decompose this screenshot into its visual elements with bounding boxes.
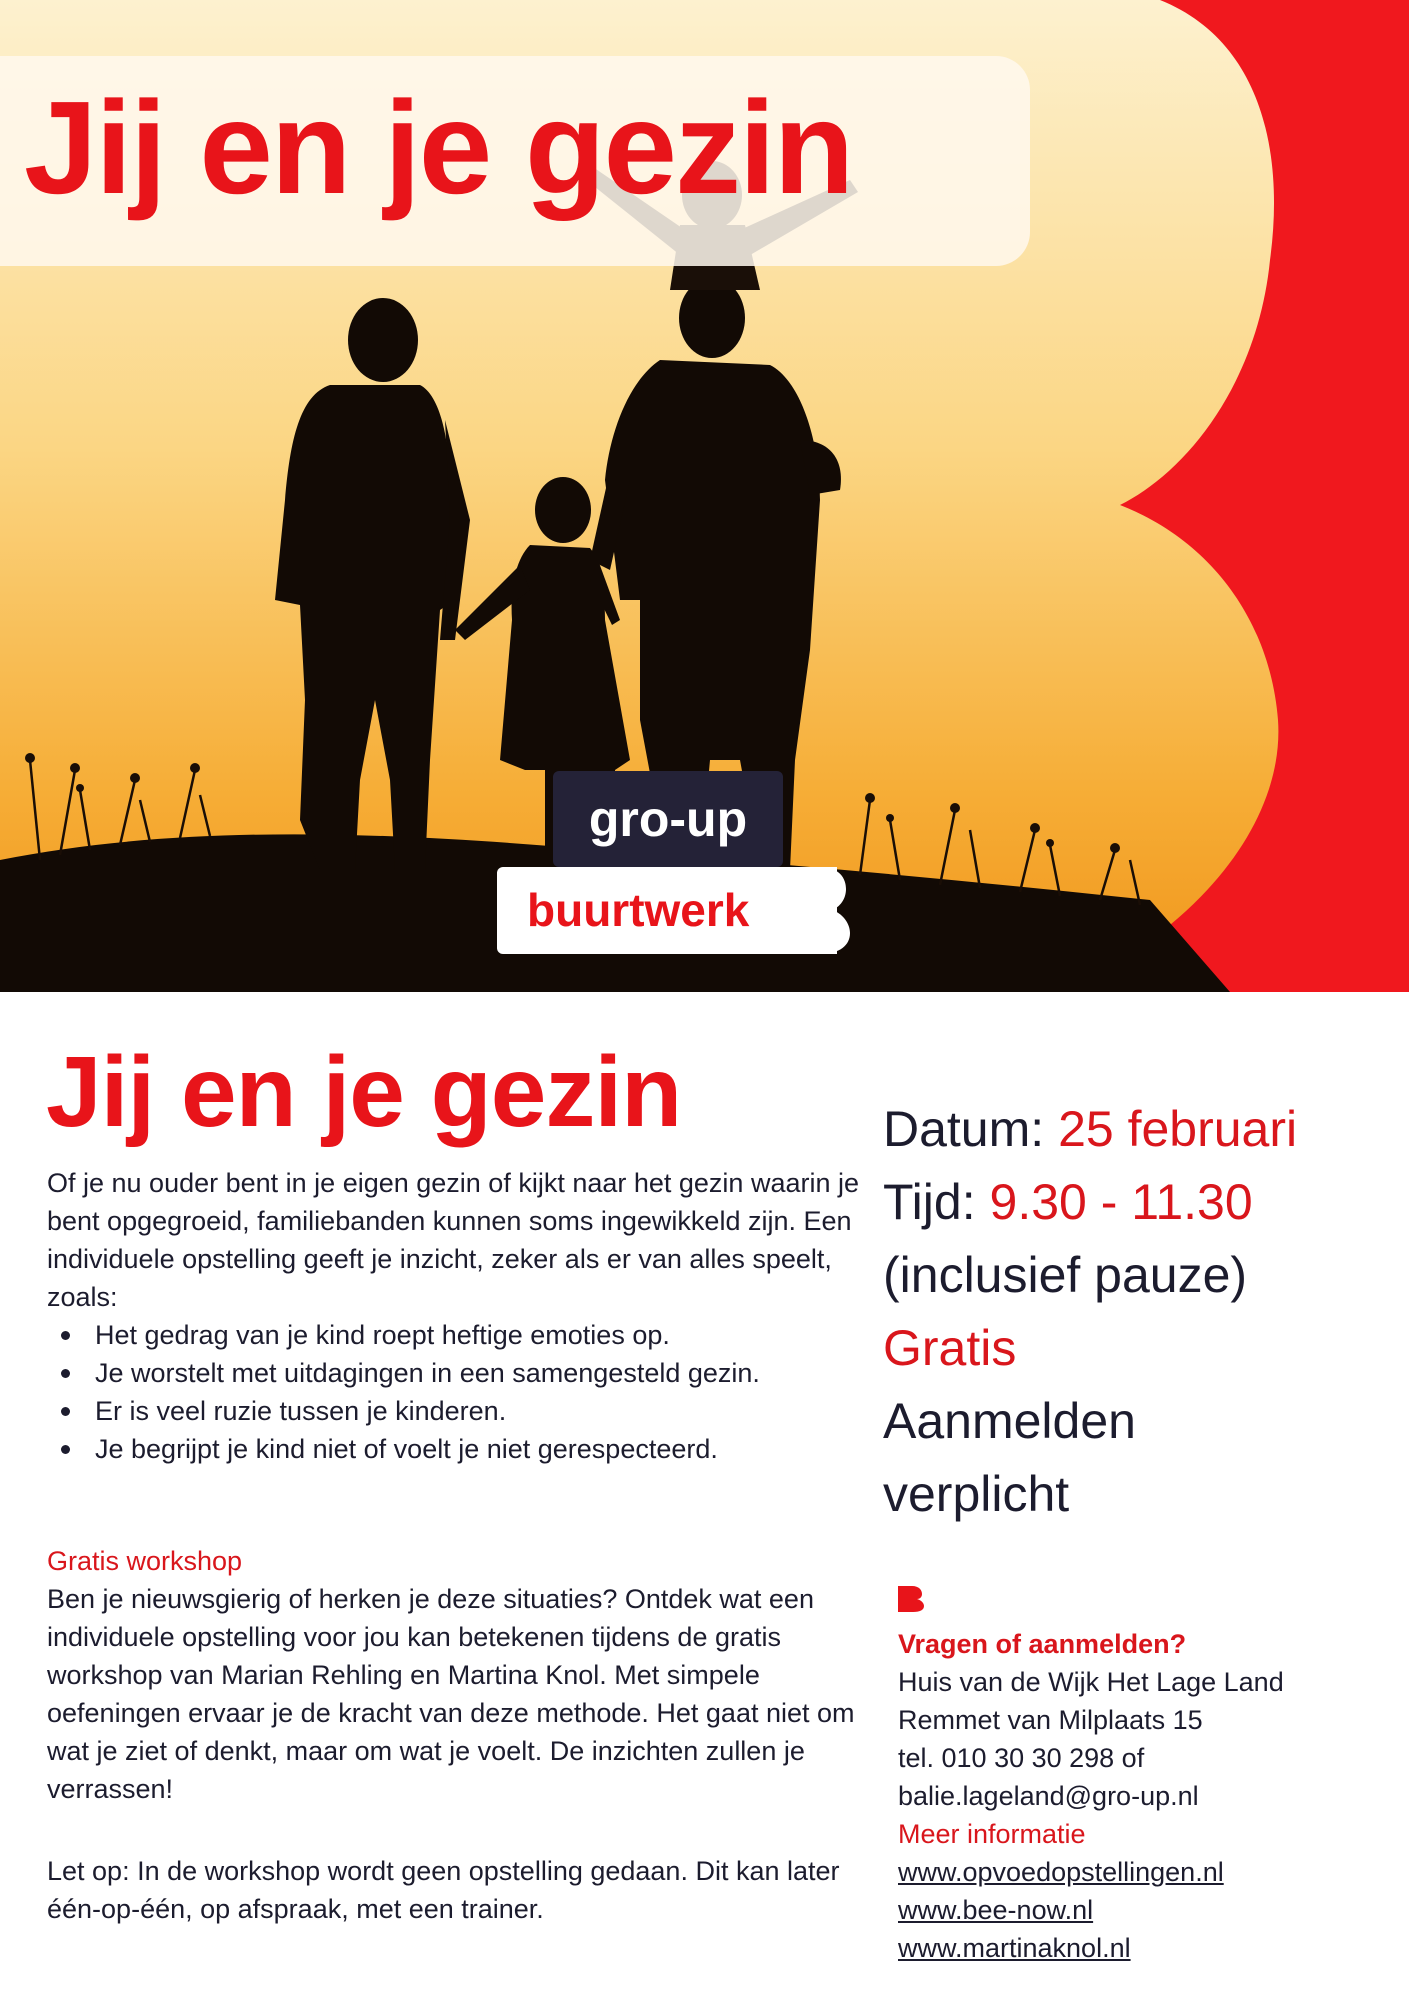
list-item: Je worstelt met uitdagingen in een samengesteld gezin.	[47, 1354, 867, 1392]
price-label: Gratis	[883, 1320, 1017, 1376]
contact-venue: Huis van de Wijk Het Lage Land	[898, 1667, 1284, 1697]
intro-paragraph: Of je nu ouder bent in je eigen gezin of kijkt naar het gezin waarin je bent opgegroeid, familiebanden kunnen soms ingewikkeld zijn. Een individuele opstelling geeft je inzicht, zeker als er van alles speelt, zoals:	[47, 1168, 860, 1312]
time-note: (inclusief pauze)	[883, 1247, 1248, 1303]
signup-line-2: verplicht	[883, 1466, 1070, 1522]
b-brand-icon	[898, 1586, 926, 1612]
contact-block	[898, 1625, 1398, 1967]
hero-title: Jij en je gezin	[24, 74, 853, 221]
list-item: Je begrijpt je kind niet of voelt je niet gerespecteerd.	[47, 1430, 867, 1468]
bullet-icon	[61, 1445, 70, 1454]
workshop-note: Let op: In de workshop wordt geen opstelling gedaan. Dit kan later één-op-één, op afspraak, met een trainer.	[47, 1856, 840, 1924]
time-value: 9.30 - 11.30	[989, 1174, 1253, 1230]
link-bee-now[interactable]: www.bee-now.nl	[898, 1895, 1094, 1925]
contact-phone: tel. 010 30 30 298 of	[898, 1743, 1145, 1773]
gro-up-logo: gro-up	[553, 771, 783, 867]
link-martinaknol[interactable]: www.martinaknol.nl	[898, 1933, 1131, 1963]
hero-banner	[0, 0, 1409, 992]
signup-line-1: Aanmelden	[883, 1393, 1136, 1449]
time-line	[883, 1166, 1403, 1239]
bullet-icon	[61, 1331, 70, 1340]
main-title: Jij en je gezin	[46, 1036, 682, 1148]
bullet-icon	[61, 1407, 70, 1416]
event-info	[883, 1093, 1403, 1531]
buurtwerk-logo: buurtwerk	[497, 867, 837, 954]
contact-email[interactable]: balie.lageland@gro-up.nl	[898, 1781, 1199, 1811]
workshop-heading: Gratis workshop	[47, 1546, 243, 1576]
list-item: Er is veel ruzie tussen je kinderen.	[47, 1392, 867, 1430]
list-item: Het gedrag van je kind roept heftige emoties op.	[47, 1316, 867, 1354]
situations-list	[47, 1316, 867, 1468]
time-label: Tijd:	[883, 1174, 976, 1230]
link-opvoedopstellingen[interactable]: www.opvoedopstellingen.nl	[898, 1857, 1224, 1887]
date-label: Datum:	[883, 1101, 1045, 1157]
more-info-heading: Meer informatie	[898, 1819, 1086, 1849]
workshop-description: Ben je nieuwsgierig of herken je deze situaties? Ontdek wat een individuele opstelling voor jou kan betekenen tijdens de gratis workshop van Marian Rehling en Martina Knol. Met simpele oefeningen ervaar je de kracht van deze methode. Het gaat niet om wat je ziet of denkt, maar om wat je voelt. De inzichten zullen je verrassen!	[47, 1584, 855, 1804]
b-logo-cap-icon	[780, 867, 890, 954]
bullet-icon	[61, 1369, 70, 1378]
contact-address: Remmet van Milplaats 15	[898, 1705, 1203, 1735]
date-line	[883, 1093, 1403, 1166]
date-value: 25 februari	[1058, 1101, 1298, 1157]
contact-question: Vragen of aanmelden?	[898, 1629, 1187, 1659]
